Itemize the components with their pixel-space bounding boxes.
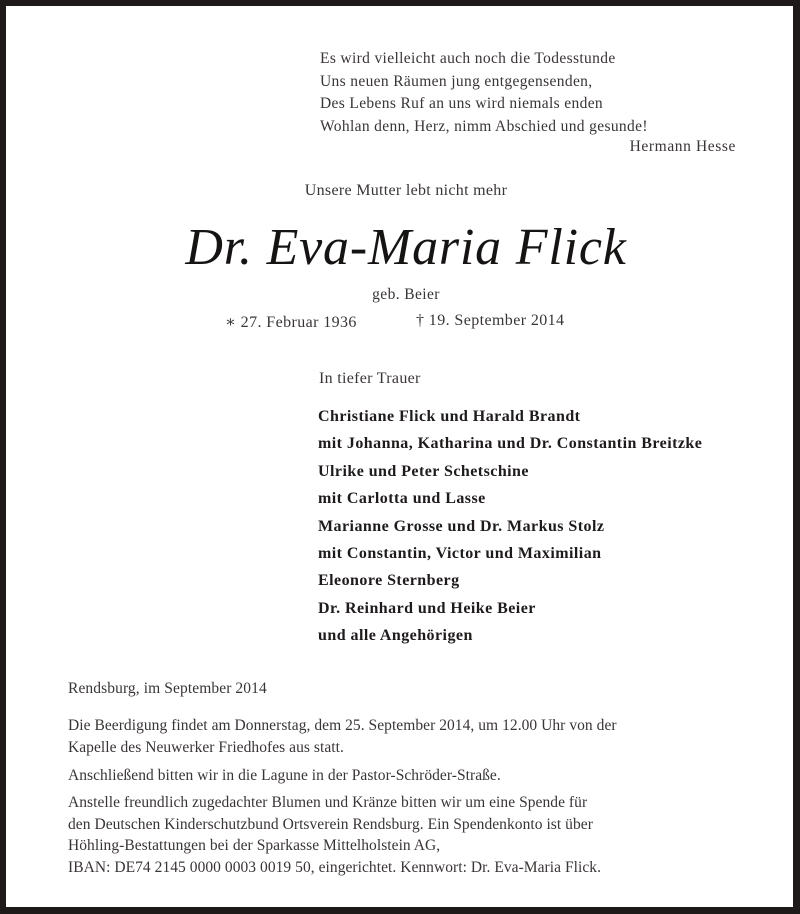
mourning-heading: In tiefer Trauer bbox=[319, 370, 421, 387]
funeral-line: Die Beerdigung findet am Donnerstag, dem 25. September 2014, um 12.00 Uhr von der bbox=[68, 717, 617, 734]
poem-quote bbox=[320, 48, 648, 138]
reception-info bbox=[68, 765, 501, 787]
announcement-intro: Unsere Mutter lebt nicht mehr bbox=[304, 182, 508, 199]
donation-line: den Deutschen Kinderschutzbund Ortsverein Rendsburg. Ein Spendenkonto ist über bbox=[68, 815, 593, 833]
mourner-line: mit Constantin, Victor und Maximilian bbox=[318, 545, 602, 563]
mourner-line: Eleonore Sternberg bbox=[318, 572, 460, 590]
poem-line: Es wird vielleicht auch noch die Todesstunde bbox=[320, 50, 616, 67]
donation-line: IBAN: DE74 2145 0000 0003 0019 50, eingerichtet. Kennwort: Dr. Eva-Maria Flick. bbox=[68, 858, 602, 876]
donation-info bbox=[68, 792, 601, 878]
poem-line: Des Lebens Ruf an uns wird niemals enden bbox=[320, 95, 604, 112]
poem-line: Wohlan denn, Herz, nimm Abschied und gesunde! bbox=[320, 117, 648, 135]
place-date: Rendsburg, im September 2014 bbox=[68, 680, 267, 697]
deceased-name: Dr. Eva-Maria Flick bbox=[185, 219, 627, 276]
poem-author: Hermann Hesse bbox=[629, 138, 736, 155]
death-date: † 19. September 2014 bbox=[416, 312, 565, 329]
mourner-line: mit Carlotta und Lasse bbox=[318, 490, 486, 508]
mourner-line: Marianne Grosse und Dr. Markus Stolz bbox=[318, 517, 605, 535]
mourners-list bbox=[318, 403, 702, 650]
donation-line: Anstelle freundlich zugedachter Blumen und Kränze bitten wir um eine Spende für bbox=[68, 794, 588, 811]
mourner-line: und alle Angehörigen bbox=[318, 627, 473, 645]
mourner-line: Christiane Flick und Harald Brandt bbox=[318, 408, 581, 425]
donation-line: Höhling-Bestattungen bei der Sparkasse Mittelholstein AG, bbox=[68, 837, 441, 854]
mourner-line: mit Johanna, Katharina und Dr. Constantin Breitzke bbox=[318, 435, 703, 453]
funeral-line: Kapelle des Neuwerker Friedhofes aus statt. bbox=[68, 738, 344, 756]
funeral-info bbox=[68, 715, 617, 758]
poem-line: Uns neuen Räumen jung entgegensenden, bbox=[320, 72, 593, 90]
maiden-name: geb. Beier bbox=[372, 286, 440, 303]
reception-line: Anschließend bitten wir in die Lagune in der Pastor-Schröder-Straße. bbox=[68, 767, 501, 784]
birth-date: ∗ 27. Februar 1936 bbox=[225, 314, 357, 331]
mourner-line: Dr. Reinhard und Heike Beier bbox=[318, 599, 536, 617]
mourner-line: Ulrike und Peter Schetschine bbox=[318, 462, 529, 480]
